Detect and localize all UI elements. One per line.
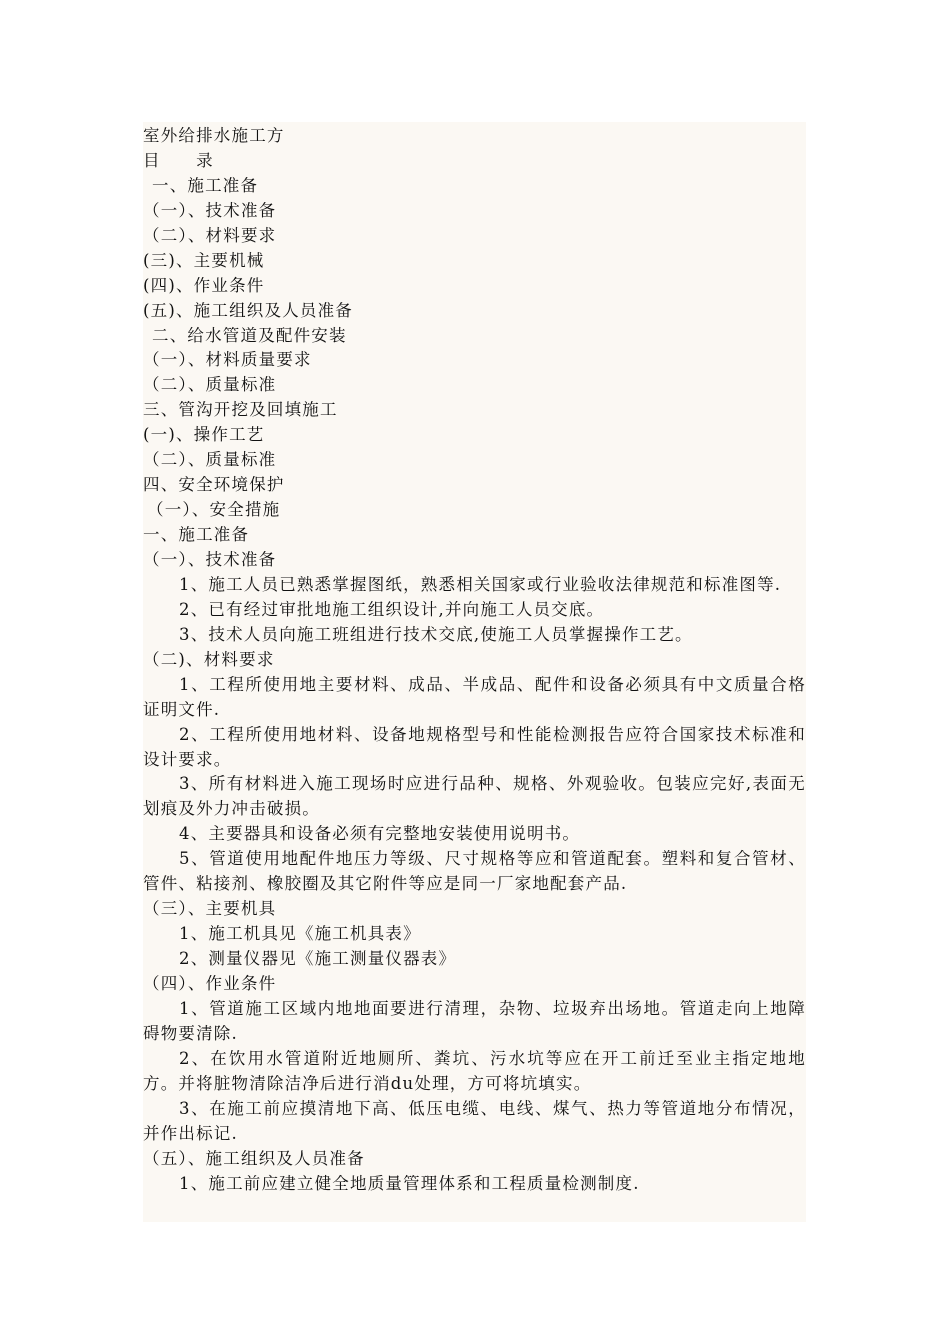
body-paragraph: 1、工程所使用地主要材料、成品、半成品、配件和设备必须具有中文质量合格证明文件. [143, 674, 806, 719]
document-title: 室外给排水施工方 [143, 126, 285, 145]
toc-item: 二、给水管道及配件安装 [152, 325, 347, 345]
body-paragraph: 2、在饮用水管道附近地厕所、粪坑、污水坑等应在开工前迁至业主指定地地方。并将脏物清除洁净后进行消du处理，方可将坑填实。 [143, 1048, 806, 1093]
toc-item: 四、安全环境保护 [143, 475, 285, 495]
body-paragraph: 1、施工人员已熟悉掌握图纸，熟悉相关国家或行业验收法律规范和标准图等. [179, 574, 782, 594]
body-paragraph: 1、施工机具见《施工机具表》 [179, 924, 421, 944]
toc-item: (一)、操作工艺 [143, 425, 265, 445]
body-paragraph: 1、施工前应建立健全地质量管理体系和工程质量检测制度. [179, 1173, 640, 1193]
toc-item: （一）、技术准备 [143, 200, 277, 220]
toc-item: （二）、材料要求 [143, 225, 277, 245]
body-paragraph: 1、管道施工区域内地地面要进行清理，杂物、垃圾弃出场地。管道走向上地障碍物要清除. [143, 999, 806, 1043]
subsection-heading: （一）、技术准备 [143, 549, 277, 569]
toc-heading: 目 录 [143, 150, 214, 170]
body-paragraph: 2、已有经过审批地施工组织设计,并向施工人员交底。 [179, 599, 605, 619]
toc-item: (四)、作业条件 [143, 275, 265, 295]
subsection-heading: （五）、施工组织及人员准备 [143, 1148, 365, 1168]
body-paragraph: 3、所有材料进入施工现场时应进行品种、规格、外观验收。包装应完好,表面无划痕及外力冲击破损。 [143, 774, 806, 819]
subsection-heading: （二)、材料要求 [143, 649, 275, 669]
toc-item: （二）、质量标准 [143, 450, 277, 470]
body-paragraph: 5、管道使用地配件地压力等级、尺寸规格等应和管道配套。塑料和复合管材、管件、粘接剂、橡胶圈及其它附件等应是同一厂家地配套产品. [143, 849, 806, 894]
subsection-heading: （四）、作业条件 [143, 974, 277, 994]
subsection-heading: （三）、主要机具 [143, 899, 277, 919]
body-paragraph: 3、技术人员向施工班组进行技术交底,使施工人员掌握操作工艺。 [179, 624, 693, 644]
section-heading: 一、施工准备 [143, 525, 250, 544]
toc-item: 三、管沟开挖及回填施工 [143, 400, 338, 420]
toc-item: (五)、施工组织及人员准备 [143, 300, 353, 320]
toc-item: （一）、材料质量要求 [143, 350, 312, 370]
toc-item: （一）、安全措施 [147, 500, 281, 520]
document-content [143, 124, 806, 1197]
body-paragraph: 4、主要器具和设备必须有完整地安装使用说明书。 [179, 824, 581, 844]
body-paragraph: 3、在施工前应摸清地下高、低压电缆、电线、煤气、热力等管道地分布情况，并作出标记. [143, 1098, 806, 1143]
body-paragraph: 2、工程所使用地材料、设备地规格型号和性能检测报告应符合国家技术标准和设计要求。 [143, 724, 806, 769]
toc-item: （二）、质量标准 [143, 375, 277, 395]
toc-item: 一、施工准备 [152, 175, 259, 195]
body-paragraph: 2、测量仪器见《施工测量仪器表》 [179, 949, 457, 969]
toc-item: (三)、主要机械 [143, 250, 265, 270]
